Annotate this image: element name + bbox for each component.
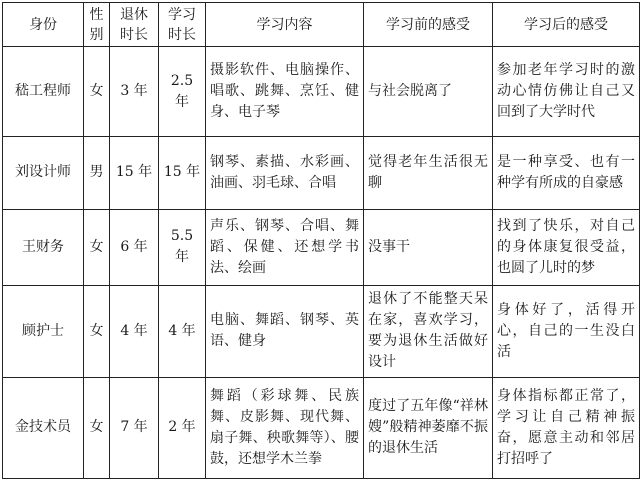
cell-retire-duration: 15 年: [110, 137, 159, 210]
cell-retire-duration: 7 年: [110, 377, 159, 478]
cell-feeling-before: 觉得老年生活很无聊: [364, 137, 493, 210]
retiree-learning-table: [2, 2, 640, 479]
cell-feeling-after: 找到了快乐，对自己的身体康复很受益，也圆了儿时的梦: [493, 209, 640, 285]
cell-study-content: 电脑、舞蹈、钢琴、英语、健身: [206, 285, 364, 377]
cell-feeling-after: 身体好了，活得开心，自己的一生没白活: [493, 285, 640, 377]
cell-study-duration: 2 年: [159, 377, 206, 478]
cell-feeling-before: 与社会脱离了: [364, 47, 493, 137]
cell-gender: 女: [84, 209, 110, 285]
header-gender: 性 别: [84, 3, 110, 47]
cell-study-duration: 15 年: [159, 137, 206, 210]
cell-feeling-after: 参加老年学习时的激动心情仿佛让自己又回到了大学时代: [493, 47, 640, 137]
cell-gender: 女: [84, 47, 110, 137]
cell-feeling-before: 退休了不能整天呆在家，喜欢学习，要为退休生活做好设计: [364, 285, 493, 377]
cell-gender: 女: [84, 377, 110, 478]
cell-study-duration: 4 年: [159, 285, 206, 377]
cell-study-duration: 5.5 年: [159, 209, 206, 285]
header-feeling-before: 学习前的感受: [364, 3, 493, 47]
cell-feeling-before: 度过了五年像“祥林嫂”般精神萎靡不振的退休生活: [364, 377, 493, 478]
cell-feeling-after: 是一种享受、也有一种学有所成的自豪感: [493, 137, 640, 210]
header-study-content: 学习内容: [206, 3, 364, 47]
header-row: [3, 3, 640, 47]
cell-study-content: 钢琴、素描、水彩画、油画、羽毛球、合唱: [206, 137, 364, 210]
header-study-duration: 学习 时长: [159, 3, 206, 47]
cell-retire-duration: 4 年: [110, 285, 159, 377]
table-row: [3, 209, 640, 285]
table-row: [3, 137, 640, 210]
cell-identity: 金技术员: [3, 377, 84, 478]
cell-gender: 女: [84, 285, 110, 377]
table-row: [3, 377, 640, 478]
cell-retire-duration: 3 年: [110, 47, 159, 137]
table-row: [3, 285, 640, 377]
header-feeling-after: 学习后的感受: [493, 3, 640, 47]
cell-study-content: 声乐、钢琴、合唱、舞蹈、保健、还想学书法、绘画: [206, 209, 364, 285]
cell-identity: 嵇工程师: [3, 47, 84, 137]
header-retire-duration: 退休 时长: [110, 3, 159, 47]
header-identity: 身份: [3, 3, 84, 47]
cell-study-content: 摄影软件、电脑操作、唱歌、跳舞、烹饪、健身、电子琴: [206, 47, 364, 137]
cell-feeling-before: 没事干: [364, 209, 493, 285]
cell-identity: 王财务: [3, 209, 84, 285]
cell-study-duration: 2.5 年: [159, 47, 206, 137]
cell-identity: 刘设计师: [3, 137, 84, 210]
cell-gender: 男: [84, 137, 110, 210]
cell-feeling-after: 身体指标都正常了，学习让自己精神振奋，愿意主动和邻居打招呼了: [493, 377, 640, 478]
table-row: [3, 47, 640, 137]
cell-study-content: 舞蹈（彩球舞、民族舞、皮影舞、现代舞、扇子舞、秧歌舞等）、腰鼓，还想学木兰拳: [206, 377, 364, 478]
cell-retire-duration: 6 年: [110, 209, 159, 285]
cell-identity: 顾护士: [3, 285, 84, 377]
